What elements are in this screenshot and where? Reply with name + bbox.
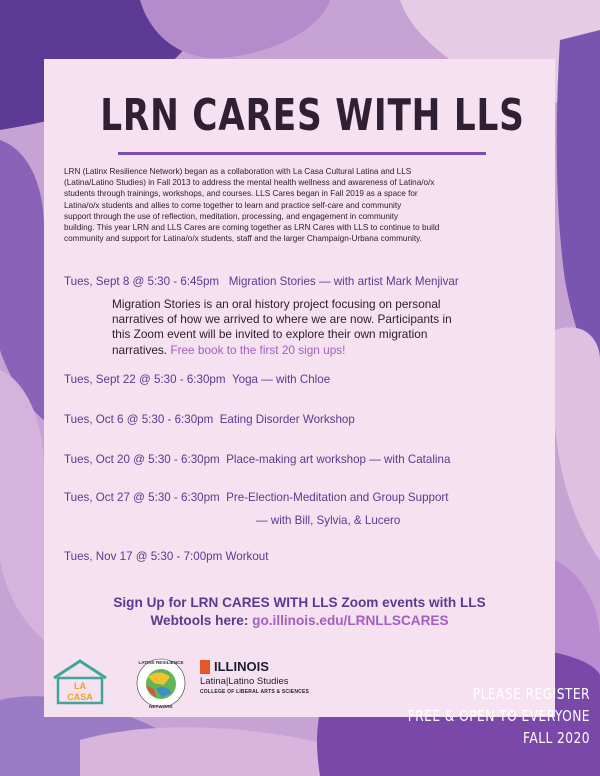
desc-line: narratives of how we arrived to where we are now. Participants in (112, 312, 452, 327)
desc-line: narratives. (112, 342, 168, 357)
footer-line-free: FREE & OPEN TO EVERYONE (407, 707, 590, 725)
event-title: Pre-Election-Meditation and Group Support (226, 491, 449, 504)
intro-line: community and support for Latina/o/x students, staff and the larger Champaign-Urbana community. (64, 234, 422, 244)
event-date: Tues, Oct 20 @ 5:30 - 6:30pm (64, 453, 220, 466)
illinois-name: ILLINOIS (214, 659, 269, 674)
event-eating-disorder (64, 413, 355, 426)
footer-line-term: FALL 2020 (523, 729, 590, 747)
la-casa-top: LA (74, 681, 86, 691)
la-casa-bottom: CASA (67, 692, 93, 702)
illinois-dept: Latina|Latino Studies (200, 676, 289, 687)
free-book-highlight: Free book to the first 20 sign ups! (170, 342, 346, 357)
intro-paragraph (64, 166, 542, 244)
event-title: Yoga — with Chloe (231, 373, 331, 386)
event-date: Tues, Nov 17 @ 5:30 - 7:00pm (64, 550, 223, 563)
event-yoga (64, 373, 330, 386)
page-title: LRN CARES WITH LLS (100, 90, 525, 141)
signup-prefix: Webtools here: (150, 612, 249, 628)
event-meditation (64, 491, 449, 504)
event-title: Eating Disorder Workshop (219, 413, 355, 426)
event-workout (64, 550, 268, 563)
desc-line: Migration Stories is an oral history project focusing on personal (112, 297, 441, 311)
event-title: Place-making art workshop — with Catalina (226, 453, 451, 466)
intro-line: Latina/o/x students and allies to come together to learn and practice self-care and community (64, 200, 402, 210)
footer-line-register: PLEASE REGISTER (472, 685, 590, 703)
event-date: Tues, Oct 6 @ 5:30 - 6:30pm (64, 413, 214, 426)
signup-line: Sign Up for LRN CARES WITH LLS Zoom events with LLS (113, 595, 486, 610)
event-date: Tues, Sept 8 @ 5:30 - 6:45pm (64, 275, 220, 288)
illinois-college: COLLEGE OF LIBERAL ARTS & SCIENCES (200, 689, 310, 695)
signup-callout (44, 594, 555, 629)
event-title: Migration Stories — with artist Mark Menjivar (228, 275, 459, 288)
title-underline (118, 152, 486, 155)
intro-line: building. This year LRN and LLS Cares are coming together as LRN Cares with LLS to continue to build (64, 223, 440, 233)
event-meditation-hosts: — with Bill, Sylvia, & Lucero (256, 514, 401, 527)
lrn-bottom-text: NETWORK (149, 704, 173, 709)
event-title: Workout (225, 550, 269, 563)
migration-description (112, 297, 542, 358)
registration-banner (360, 683, 590, 749)
event-date: Tues, Sept 22 @ 5:30 - 6:30pm (64, 373, 226, 386)
intro-line: (Latina/Latino Studies) in Fall 2013 to address the mental health wellness and awareness of Latina/o/x (64, 178, 435, 188)
block-i-icon (200, 660, 210, 674)
la-casa-logo (50, 658, 110, 706)
event-date: Tues, Oct 27 @ 5:30 - 6:30pm (64, 491, 220, 504)
intro-line: LRN (Latinx Resilience Network) began as a collaboration with La Casa Cultural Latina and LLS (64, 167, 412, 176)
intro-line: students through trainings, workshops, and courses. LLS Cares began in Fall 2019 as a space for (64, 189, 418, 199)
intro-line: support through the use of reflection, meditation, processing, and engagement in community (64, 211, 399, 221)
lrn-logo (134, 655, 188, 711)
event-place-making (64, 453, 450, 466)
lrn-top-text: LATINX RESILIENCE (138, 660, 184, 665)
signup-link[interactable]: go.illinois.edu/LRNLLSCARES (252, 612, 449, 628)
event-migration-stories (64, 275, 459, 288)
desc-line: this Zoom event will be invited to explore their own migration (112, 327, 428, 342)
